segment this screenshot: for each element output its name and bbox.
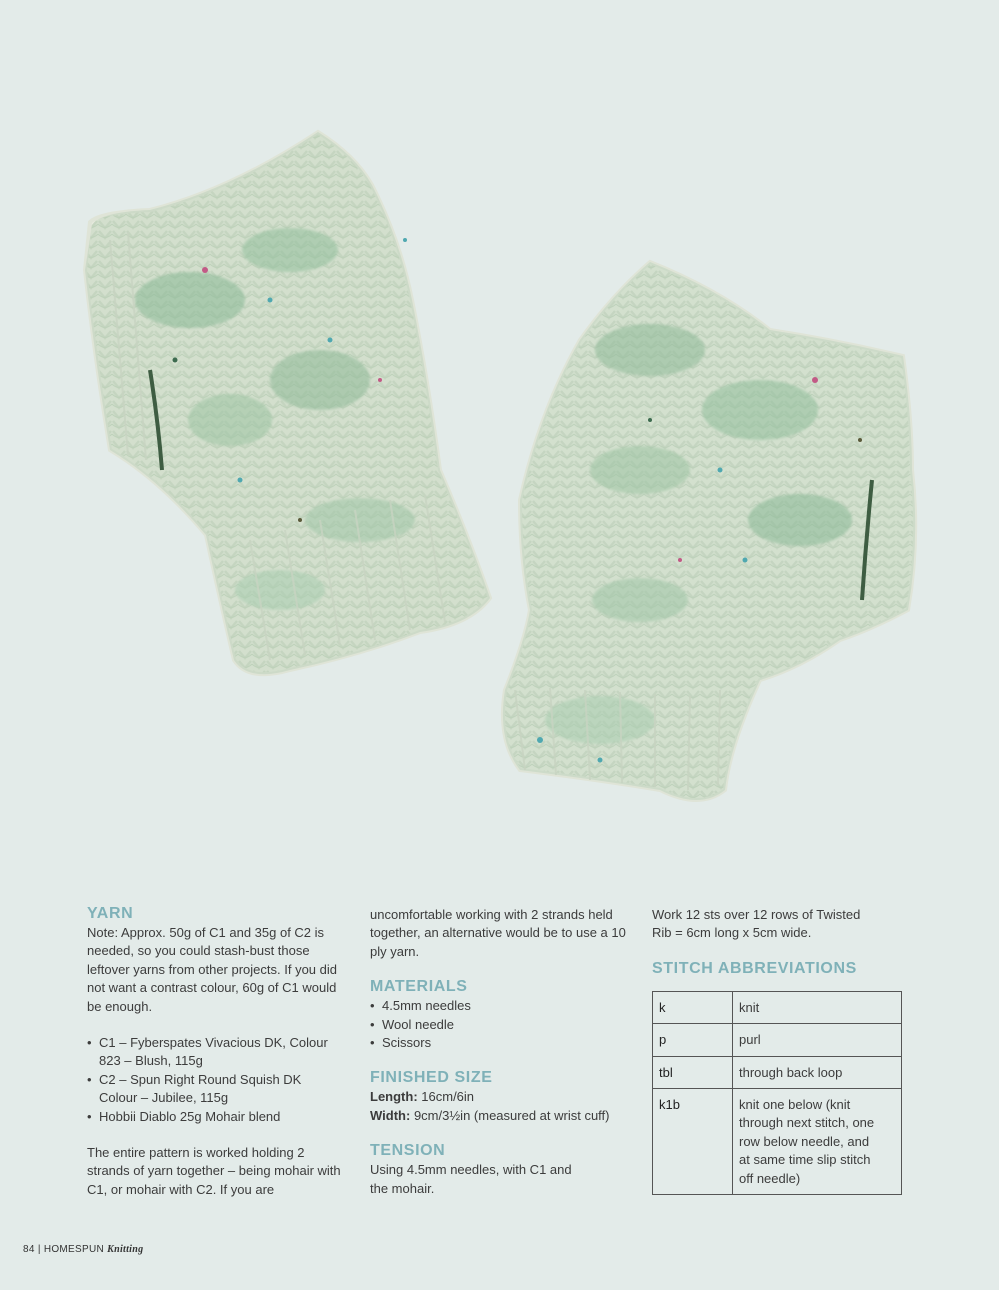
page-number: 84 <box>23 1244 35 1255</box>
yarn-item: • C2 – Spun Right Round Squish DK Colour – Jubilee, 115g <box>87 1071 342 1108</box>
yarn-heading: YARN <box>87 905 134 922</box>
abbr-cell: p <box>653 1024 733 1056</box>
table-row <box>653 991 902 1023</box>
stitch-abbreviations-heading: STITCH ABBREVIATIONS <box>652 959 857 977</box>
tension-text-end: Work 12 sts over 12 rows of Twisted Rib = 6cm long x 5cm wide. <box>652 907 861 941</box>
table-row <box>653 1056 902 1088</box>
length-value: 16cm/6in <box>421 1089 475 1105</box>
yarn-note: Note: Approx. 50g of C1 and 35g of C2 is needed, so you could stash-bust those leftover yarns from other projects. If you did not want a contrast colour, 60g of C1 would be enough. <box>87 925 337 1014</box>
yarn-list <box>87 1034 342 1126</box>
abbreviations-table <box>652 991 902 1195</box>
width-label: Width: <box>370 1107 411 1123</box>
materials-item: • Scissors <box>370 1034 630 1052</box>
length-line <box>370 1088 630 1106</box>
column-1 <box>87 904 342 1199</box>
materials-item: • Wool needle <box>370 1016 630 1034</box>
right-mitt <box>503 262 915 800</box>
materials-list <box>370 997 630 1052</box>
footer-section: Knitting <box>107 1244 144 1255</box>
meaning-cell: through back loop <box>733 1056 902 1088</box>
table-row <box>653 1024 902 1056</box>
yarn-item: • C1 – Fyberspates Vivacious DK, Colour 823 – Blush, 115g <box>87 1034 342 1071</box>
width-value: 9cm/3½in (measured at wrist cuff) <box>413 1107 610 1123</box>
abbr-cell: k <box>653 991 733 1023</box>
meaning-cell: knit one below (knit through next stitch, one row below needle, and at same time slip stitch off needle) <box>733 1089 902 1195</box>
width-line <box>370 1107 630 1125</box>
materials-heading: MATERIALS <box>370 978 468 996</box>
footer-separator: | <box>37 1244 41 1255</box>
yarn-paragraph-start: The entire pattern is worked holding 2 strands of yarn together – being mohair with C1, or mohair with C2. If you are <box>87 1145 341 1197</box>
meaning-cell: knit <box>733 991 902 1023</box>
finished-size-heading: FINISHED SIZE <box>370 1069 493 1087</box>
meaning-cell: purl <box>733 1024 902 1056</box>
materials-item: • 4.5mm needles <box>370 997 630 1015</box>
yarn-paragraph-end: uncomfortable working with 2 strands held together, an alternative would be to use a 10 ply yarn. <box>370 907 626 959</box>
column-2 <box>370 906 630 1198</box>
abbr-cell: tbl <box>653 1056 733 1088</box>
abbr-cell: k1b <box>653 1089 733 1195</box>
left-mitt <box>85 132 490 674</box>
tension-heading: TENSION <box>370 1142 446 1160</box>
tension-text-start: Using 4.5mm needles, with C1 and the mohair. <box>370 1162 572 1196</box>
column-3 <box>652 906 902 1195</box>
table-row <box>653 1089 902 1195</box>
length-label: Length: <box>370 1089 418 1105</box>
footer-brand: HOMESPUN <box>43 1244 105 1255</box>
yarn-item: • Hobbii Diablo 25g Mohair blend <box>87 1108 342 1126</box>
page-footer <box>23 1244 143 1255</box>
